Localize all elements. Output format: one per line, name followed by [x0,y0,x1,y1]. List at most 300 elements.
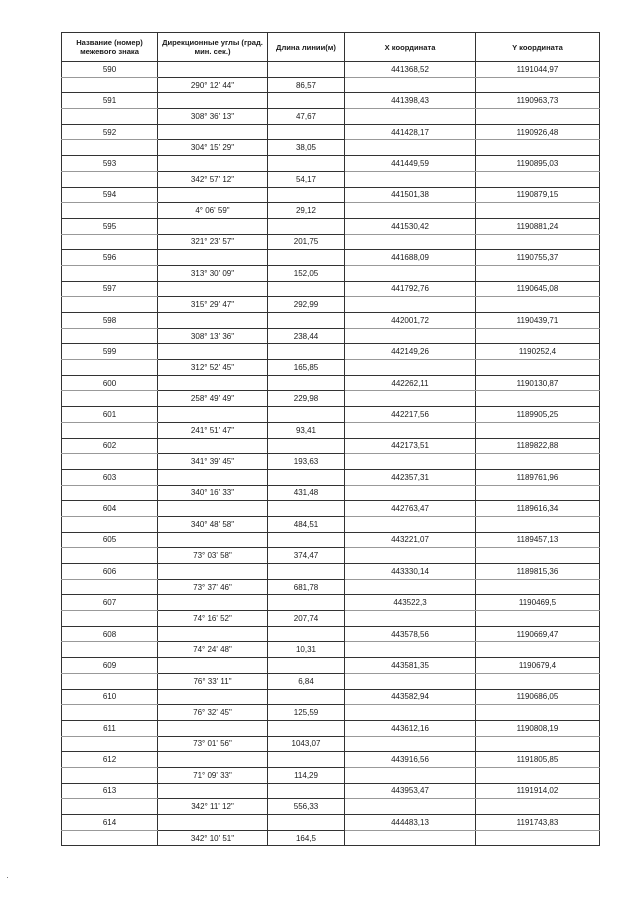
point-name: 603 [62,469,158,485]
table-row [62,93,600,109]
table-row [62,579,600,595]
point-name: 611 [62,720,158,736]
empty-cell [345,673,476,689]
table-body [62,62,600,846]
empty-cell [158,783,268,799]
empty-cell [158,375,268,391]
empty-cell [158,595,268,611]
empty-cell [62,767,158,783]
line-length: 47,67 [268,109,345,125]
empty-cell [62,705,158,721]
empty-cell [345,767,476,783]
empty-cell [62,548,158,564]
y-coordinate: 1190686,05 [476,689,600,705]
empty-cell [62,485,158,501]
y-coordinate: 1190895,03 [476,156,600,172]
empty-cell [62,391,158,407]
empty-cell [158,187,268,203]
direction-angle: 258° 49' 49" [158,391,268,407]
table-row [62,736,600,752]
table-row [62,422,600,438]
empty-cell [158,469,268,485]
table-row [62,815,600,831]
y-coordinate: 1190755,37 [476,250,600,266]
line-length: 54,17 [268,171,345,187]
empty-cell [158,532,268,548]
x-coordinate: 443578,56 [345,626,476,642]
header-x: X координата [345,33,476,62]
empty-cell [158,156,268,172]
direction-angle: 308° 13' 36" [158,328,268,344]
table-row [62,203,600,219]
line-length: 152,05 [268,265,345,281]
empty-cell [268,564,345,580]
empty-cell [158,626,268,642]
empty-cell [345,611,476,627]
table-row [62,783,600,799]
table-row [62,234,600,250]
empty-cell [476,516,600,532]
empty-cell [345,642,476,658]
line-length: 29,12 [268,203,345,219]
empty-cell [268,250,345,266]
table-row [62,611,600,627]
table-row [62,799,600,815]
point-name: 602 [62,438,158,454]
empty-cell [345,579,476,595]
table-row [62,375,600,391]
empty-cell [345,454,476,470]
empty-cell [62,454,158,470]
empty-cell [62,360,158,376]
empty-cell [62,799,158,815]
empty-cell [62,611,158,627]
empty-cell [268,375,345,391]
direction-angle: 241° 51' 47" [158,422,268,438]
direction-angle: 76° 32' 45" [158,705,268,721]
table-row [62,156,600,172]
point-name: 605 [62,532,158,548]
line-length: 193,63 [268,454,345,470]
y-coordinate: 1191914,02 [476,783,600,799]
empty-cell [476,360,600,376]
empty-cell [345,265,476,281]
boundary-coordinates-table [61,32,600,846]
empty-cell [268,407,345,423]
table-row [62,673,600,689]
table-row [62,265,600,281]
empty-cell [268,689,345,705]
empty-cell [476,297,600,313]
empty-cell [268,156,345,172]
table-row [62,595,600,611]
point-name: 606 [62,564,158,580]
empty-cell [62,422,158,438]
empty-cell [158,281,268,297]
table-row [62,62,600,78]
y-coordinate: 1190439,71 [476,313,600,329]
empty-cell [476,391,600,407]
empty-cell [268,532,345,548]
empty-cell [62,297,158,313]
table-row [62,328,600,344]
x-coordinate: 443582,94 [345,689,476,705]
x-coordinate: 441530,42 [345,218,476,234]
empty-cell [476,642,600,658]
table-row [62,626,600,642]
empty-cell [158,689,268,705]
empty-cell [476,611,600,627]
direction-angle: 73° 37' 46" [158,579,268,595]
empty-cell [62,328,158,344]
line-length: 374,47 [268,548,345,564]
direction-angle: 321° 23' 57" [158,234,268,250]
direction-angle: 342° 11' 12" [158,799,268,815]
empty-cell [345,140,476,156]
y-coordinate: 1190808,19 [476,720,600,736]
empty-cell [476,736,600,752]
direction-angle: 340° 48' 58" [158,516,268,532]
empty-cell [476,203,600,219]
point-name: 609 [62,658,158,674]
empty-cell [268,595,345,611]
direction-angle: 340° 16' 33" [158,485,268,501]
header-angle: Дирекционные углы (град. мин. сек.) [158,33,268,62]
point-name: 598 [62,313,158,329]
y-coordinate: 1190669,47 [476,626,600,642]
empty-cell [158,815,268,831]
table-row [62,752,600,768]
empty-cell [476,77,600,93]
line-length: 238,44 [268,328,345,344]
direction-angle: 315° 29' 47" [158,297,268,313]
line-length: 681,78 [268,579,345,595]
empty-cell [268,752,345,768]
empty-cell [268,501,345,517]
empty-cell [62,234,158,250]
table-row [62,109,600,125]
point-name: 594 [62,187,158,203]
empty-cell [268,344,345,360]
empty-cell [476,799,600,815]
x-coordinate: 442001,72 [345,313,476,329]
x-coordinate: 441398,43 [345,93,476,109]
table-row [62,658,600,674]
empty-cell [345,297,476,313]
empty-cell [268,93,345,109]
empty-cell [476,454,600,470]
empty-cell [476,705,600,721]
line-length: 1043,07 [268,736,345,752]
empty-cell [62,109,158,125]
empty-cell [345,799,476,815]
direction-angle: 74° 24' 48" [158,642,268,658]
empty-cell [345,234,476,250]
empty-cell [268,720,345,736]
empty-cell [158,658,268,674]
table-row [62,344,600,360]
empty-cell [158,313,268,329]
empty-cell [268,62,345,78]
empty-cell [62,673,158,689]
table-row [62,407,600,423]
empty-cell [268,658,345,674]
empty-cell [158,752,268,768]
direction-angle: 341° 39' 45" [158,454,268,470]
table-header-row [62,33,600,62]
x-coordinate: 442149,26 [345,344,476,360]
line-length: 164,5 [268,830,345,846]
direction-angle: 4° 06' 59" [158,203,268,219]
point-name: 607 [62,595,158,611]
direction-angle: 290° 12' 44" [158,77,268,93]
empty-cell [345,830,476,846]
direction-angle: 313° 30' 09" [158,265,268,281]
line-length: 229,98 [268,391,345,407]
empty-cell [476,673,600,689]
x-coordinate: 443916,56 [345,752,476,768]
empty-cell [476,485,600,501]
empty-cell [345,77,476,93]
line-length: 86,57 [268,77,345,93]
empty-cell [62,265,158,281]
line-length: 556,33 [268,799,345,815]
empty-cell [476,265,600,281]
empty-cell [62,516,158,532]
empty-cell [476,422,600,438]
table-row [62,720,600,736]
direction-angle: 312° 52' 45" [158,360,268,376]
y-coordinate: 1189822,88 [476,438,600,454]
table-row [62,469,600,485]
scan-speck [7,877,8,878]
point-name: 614 [62,815,158,831]
empty-cell [158,218,268,234]
empty-cell [62,736,158,752]
table-row [62,218,600,234]
empty-cell [268,815,345,831]
header-name: Название (номер) межевого знака [62,33,158,62]
point-name: 595 [62,218,158,234]
y-coordinate: 1189905,25 [476,407,600,423]
point-name: 610 [62,689,158,705]
empty-cell [345,171,476,187]
table-row [62,501,600,517]
table-row [62,313,600,329]
empty-cell [345,203,476,219]
point-name: 599 [62,344,158,360]
table-row [62,171,600,187]
table-row [62,516,600,532]
empty-cell [158,250,268,266]
line-length: 207,74 [268,611,345,627]
line-length: 165,85 [268,360,345,376]
empty-cell [476,830,600,846]
empty-cell [158,564,268,580]
header-y: Y координата [476,33,600,62]
empty-cell [268,313,345,329]
y-coordinate: 1190469,5 [476,595,600,611]
point-name: 590 [62,62,158,78]
point-name: 593 [62,156,158,172]
empty-cell [158,62,268,78]
line-length: 201,75 [268,234,345,250]
line-length: 125,59 [268,705,345,721]
empty-cell [268,438,345,454]
point-name: 608 [62,626,158,642]
empty-cell [476,140,600,156]
direction-angle: 342° 57' 12" [158,171,268,187]
y-coordinate: 1190679,4 [476,658,600,674]
y-coordinate: 1189815,36 [476,564,600,580]
empty-cell [62,203,158,219]
table-row [62,532,600,548]
empty-cell [268,218,345,234]
table-row [62,281,600,297]
empty-cell [345,328,476,344]
empty-cell [158,93,268,109]
point-name: 600 [62,375,158,391]
coordinates-sheet [61,32,599,846]
x-coordinate: 441792,76 [345,281,476,297]
direction-angle: 73° 03' 58" [158,548,268,564]
table-row [62,360,600,376]
x-coordinate: 442262,11 [345,375,476,391]
empty-cell [345,109,476,125]
table-row [62,77,600,93]
x-coordinate: 441428,17 [345,124,476,140]
table-row [62,642,600,658]
line-length: 10,31 [268,642,345,658]
table-row [62,438,600,454]
x-coordinate: 441449,59 [345,156,476,172]
direction-angle: 304° 15' 29" [158,140,268,156]
point-name: 613 [62,783,158,799]
y-coordinate: 1190963,73 [476,93,600,109]
y-coordinate: 1190130,87 [476,375,600,391]
direction-angle: 71° 09' 33" [158,767,268,783]
x-coordinate: 443221,07 [345,532,476,548]
table-row [62,564,600,580]
x-coordinate: 441688,09 [345,250,476,266]
empty-cell [345,736,476,752]
y-coordinate: 1190881,24 [476,218,600,234]
y-coordinate: 1190645,08 [476,281,600,297]
empty-cell [268,124,345,140]
table-row [62,124,600,140]
line-length: 6,84 [268,673,345,689]
y-coordinate: 1190926,48 [476,124,600,140]
empty-cell [268,281,345,297]
empty-cell [62,830,158,846]
x-coordinate: 443330,14 [345,564,476,580]
point-name: 592 [62,124,158,140]
point-name: 591 [62,93,158,109]
table-row [62,391,600,407]
direction-angle: 73° 01' 56" [158,736,268,752]
empty-cell [476,579,600,595]
table-row [62,187,600,203]
table-row [62,485,600,501]
x-coordinate: 443581,35 [345,658,476,674]
empty-cell [268,469,345,485]
empty-cell [476,767,600,783]
x-coordinate: 443522,3 [345,595,476,611]
empty-cell [345,422,476,438]
table-row [62,140,600,156]
table-row [62,767,600,783]
line-length: 114,29 [268,767,345,783]
y-coordinate: 1190252,4 [476,344,600,360]
line-length: 431,48 [268,485,345,501]
empty-cell [158,407,268,423]
direction-angle: 74° 16' 52" [158,611,268,627]
line-length: 93,41 [268,422,345,438]
empty-cell [476,234,600,250]
empty-cell [476,109,600,125]
x-coordinate: 442173,51 [345,438,476,454]
empty-cell [345,391,476,407]
y-coordinate: 1189457,13 [476,532,600,548]
point-name: 601 [62,407,158,423]
empty-cell [62,140,158,156]
direction-angle: 76° 33' 11" [158,673,268,689]
line-length: 484,51 [268,516,345,532]
empty-cell [158,344,268,360]
y-coordinate: 1191044,97 [476,62,600,78]
x-coordinate: 443953,47 [345,783,476,799]
empty-cell [476,171,600,187]
empty-cell [158,124,268,140]
x-coordinate: 441368,52 [345,62,476,78]
table-row [62,454,600,470]
empty-cell [158,501,268,517]
point-name: 596 [62,250,158,266]
empty-cell [345,548,476,564]
empty-cell [268,626,345,642]
x-coordinate: 442217,56 [345,407,476,423]
empty-cell [62,171,158,187]
point-name: 597 [62,281,158,297]
empty-cell [268,783,345,799]
table-row [62,548,600,564]
empty-cell [345,485,476,501]
point-name: 612 [62,752,158,768]
empty-cell [476,328,600,344]
empty-cell [345,360,476,376]
empty-cell [476,548,600,564]
empty-cell [62,579,158,595]
x-coordinate: 442357,31 [345,469,476,485]
empty-cell [62,642,158,658]
y-coordinate: 1189616,34 [476,501,600,517]
header-length: Длина линии(м) [268,33,345,62]
line-length: 38,05 [268,140,345,156]
empty-cell [62,77,158,93]
table-row [62,705,600,721]
y-coordinate: 1191805,85 [476,752,600,768]
table-row [62,689,600,705]
empty-cell [268,187,345,203]
table-row [62,830,600,846]
y-coordinate: 1189761,96 [476,469,600,485]
table-row [62,250,600,266]
direction-angle: 342° 10' 51" [158,830,268,846]
table-row [62,297,600,313]
y-coordinate: 1190879,15 [476,187,600,203]
line-length: 292,99 [268,297,345,313]
empty-cell [158,720,268,736]
